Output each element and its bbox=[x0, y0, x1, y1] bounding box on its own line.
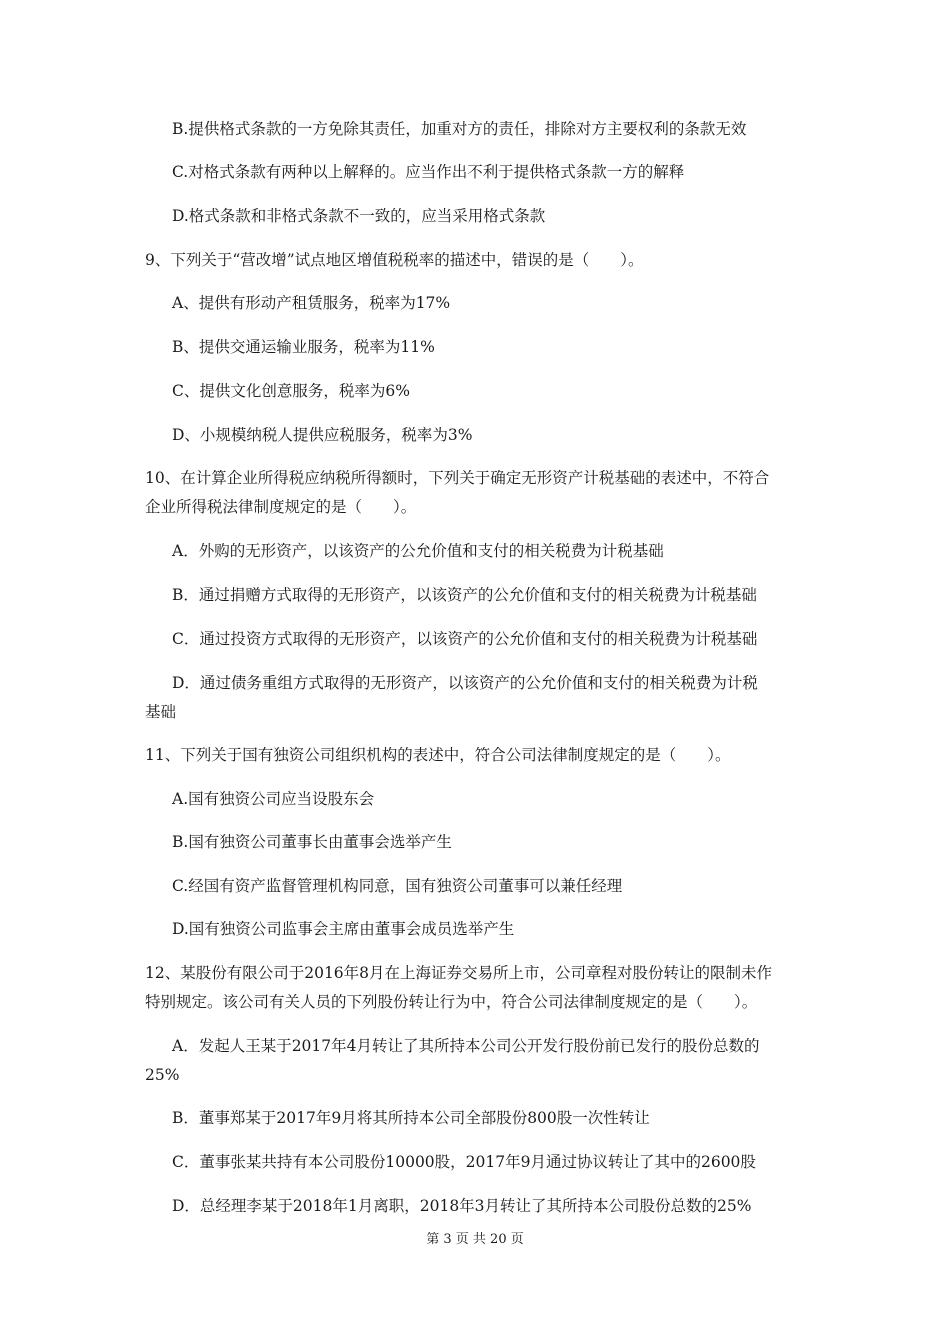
q12-question-line1: 12、某股份有限公司于2016年8月在上海证券交易所上市，公司章程对股份转让的限制未作 bbox=[145, 964, 773, 982]
q12-option-a-line2: 25% bbox=[145, 1066, 180, 1084]
q9-option-c: C、提供文化创意服务，税率为6% bbox=[172, 382, 410, 400]
q11-question: 11、下列关于国有独资公司组织机构的表述中，符合公司法律制度规定的是（ ）。 bbox=[145, 746, 731, 764]
q10-option-d-line1: D．通过债务重组方式取得的无形资产，以该资产的公允价值和支付的相关税费为计税 bbox=[172, 674, 758, 692]
q12-option-a-line1: A．发起人王某于2017年4月转让了其所持本公司公开发行股份前已发行的股份总数的 bbox=[172, 1037, 760, 1055]
q8-option-c: C.对格式条款有两种以上解释的。应当作出不利于提供格式条款一方的解释 bbox=[172, 163, 685, 181]
q11-option-d: D.国有独资公司监事会主席由董事会成员选举产生 bbox=[172, 920, 515, 938]
q9-option-d: D、小规模纳税人提供应税服务，税率为3% bbox=[172, 426, 473, 444]
q12-question-line2: 特别规定。该公司有关人员的下列股份转让行为中，符合公司法律制度规定的是（ ）。 bbox=[145, 993, 758, 1011]
q10-question-line2: 企业所得税法律制度规定的是（ ）。 bbox=[145, 498, 417, 516]
q10-question-line1: 10、在计算企业所得税应纳税所得额时，下列关于确定无形资产计税基础的表述中，不符合 bbox=[145, 469, 770, 487]
q8-option-b: B.提供格式条款的一方免除其责任，加重对方的责任，排除对方主要权利的条款无效 bbox=[172, 120, 747, 138]
q10-option-c: C．通过投资方式取得的无形资产，以该资产的公允价值和支付的相关税费为计税基础 bbox=[172, 630, 758, 648]
page-number-footer: 第 3 页 共 20 页 bbox=[426, 1232, 524, 1247]
q12-option-d: D．总经理李某于2018年1月离职，2018年3月转让了其所持本公司股份总数的25% bbox=[172, 1197, 752, 1215]
q9-option-b: B、提供交通运输业服务，税率为11% bbox=[172, 338, 435, 356]
q9-question: 9、下列关于“营改增”试点地区增值税税率的描述中，错误的是（ ）。 bbox=[145, 251, 644, 269]
q10-option-b: B．通过捐赠方式取得的无形资产，以该资产的公允价值和支付的相关税费为计税基础 bbox=[172, 586, 757, 604]
q12-option-c: C．董事张某共持有本公司股份10000股，2017年9月通过协议转让了其中的2600股 bbox=[172, 1153, 756, 1171]
q10-option-a: A．外购的无形资产，以该资产的公允价值和支付的相关税费为计税基础 bbox=[172, 542, 664, 560]
q11-option-b: B.国有独资公司董事长由董事会选举产生 bbox=[172, 833, 452, 851]
q11-option-a: A.国有独资公司应当设股东会 bbox=[172, 790, 375, 808]
q12-option-b: B．董事郑某于2017年9月将其所持本公司全部股份800股一次性转让 bbox=[172, 1109, 650, 1127]
q11-option-c: C.经国有资产监督管理机构同意，国有独资公司董事可以兼任经理 bbox=[172, 877, 623, 895]
q9-option-a: A、提供有形动产租赁服务，税率为17% bbox=[172, 294, 451, 312]
q8-option-d: D.格式条款和非格式条款不一致的，应当采用格式条款 bbox=[172, 207, 546, 225]
q10-option-d-line2: 基础 bbox=[145, 703, 177, 721]
